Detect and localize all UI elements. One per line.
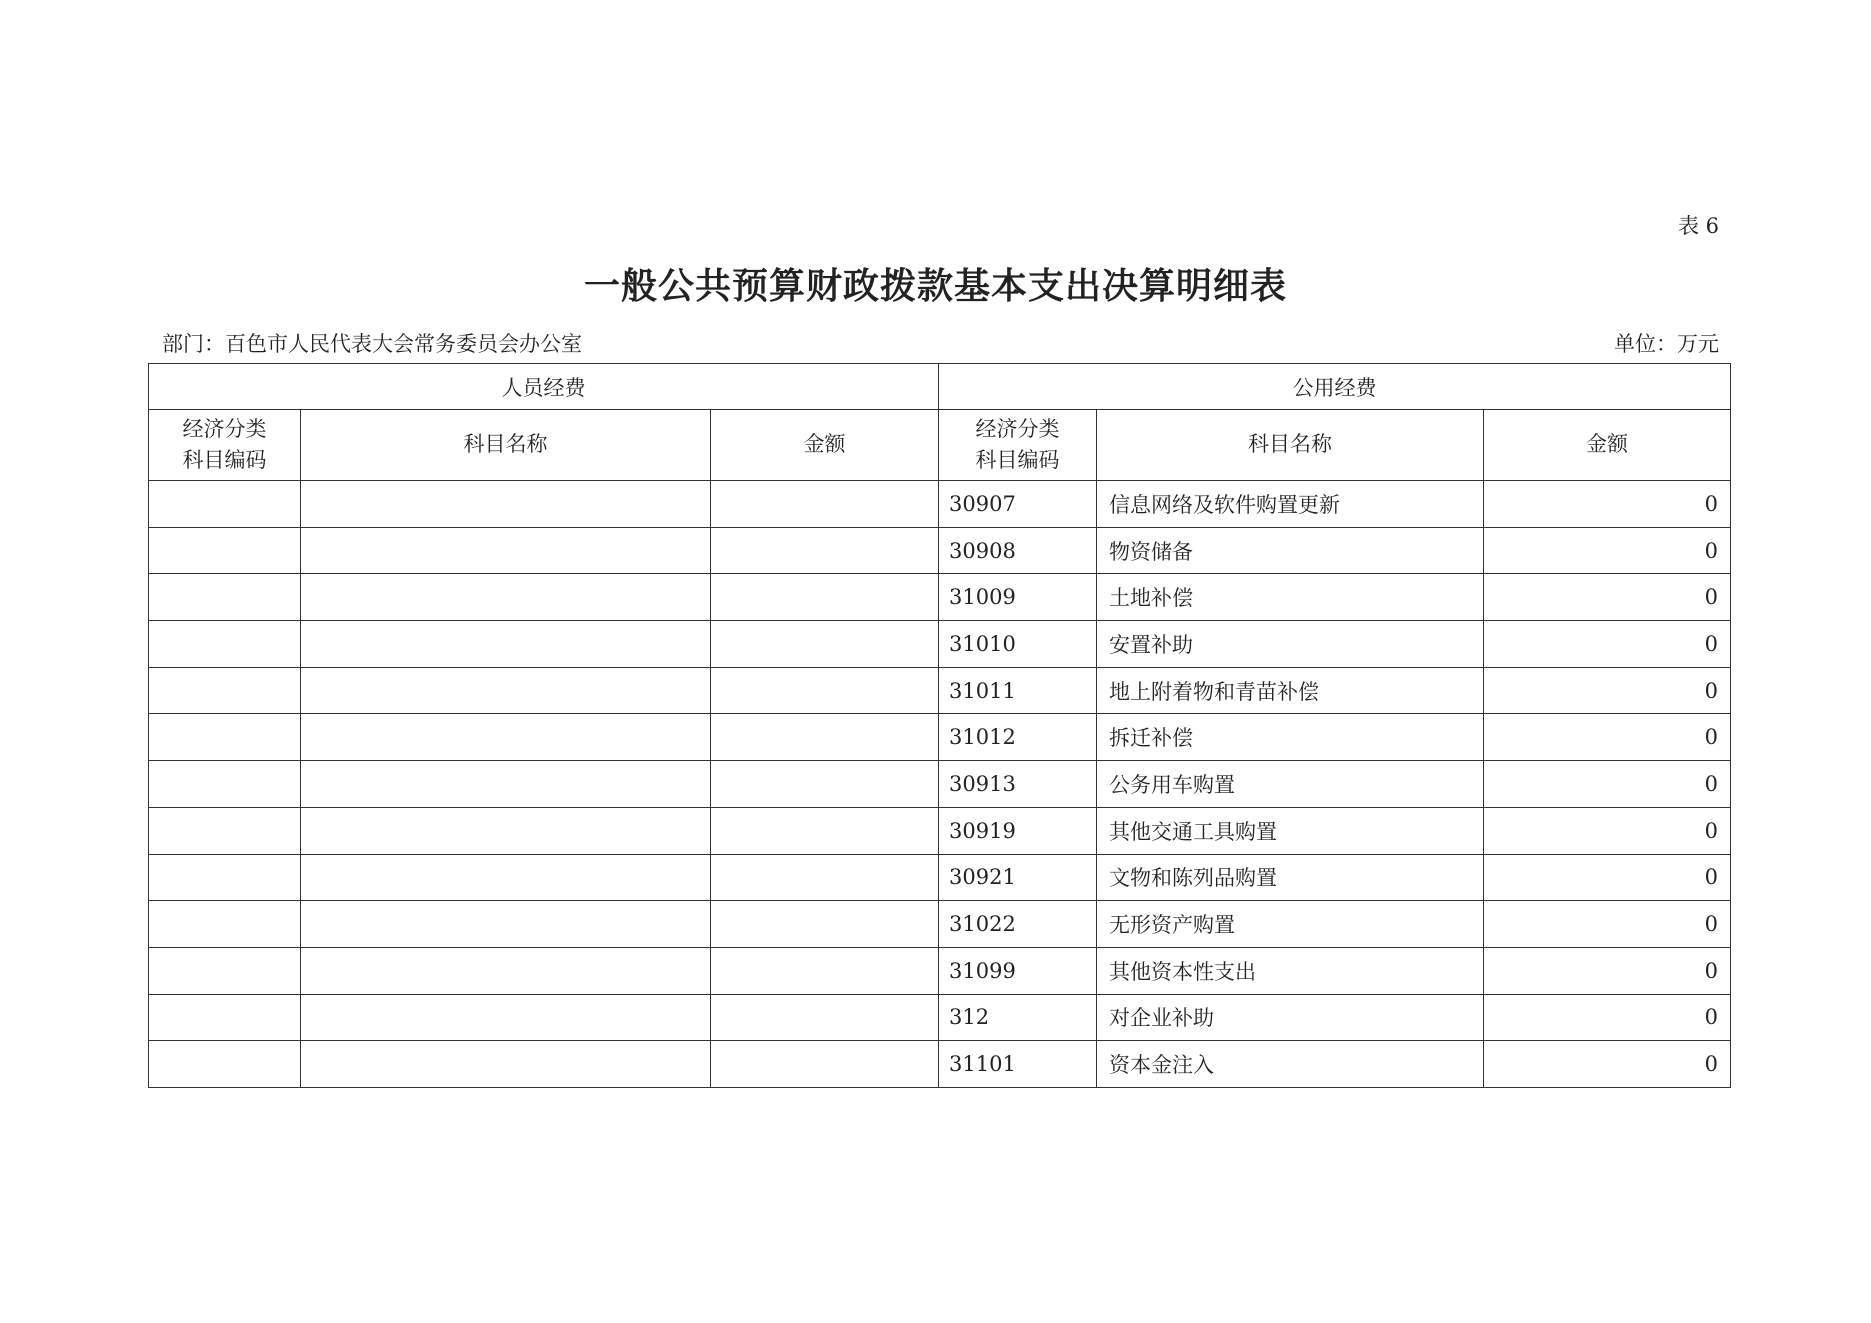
personnel-code-cell [149, 527, 301, 574]
personnel-name-cell [301, 807, 711, 854]
public-amount-cell: 0 [1484, 901, 1731, 948]
col-public-code-line2: 科目编码 [975, 448, 1060, 472]
personnel-amount-cell [711, 481, 939, 528]
table-row [149, 574, 1731, 621]
col-public-code [939, 410, 1097, 481]
personnel-code-cell [149, 714, 301, 761]
unit-label: 单位：万元 [1614, 332, 1719, 356]
personnel-code-cell [149, 994, 301, 1041]
personnel-name-cell [301, 947, 711, 994]
public-name-cell: 文物和陈列品购置 [1097, 854, 1484, 901]
personnel-amount-cell [711, 714, 939, 761]
col-public-name: 科目名称 [1097, 410, 1484, 481]
personnel-amount-cell [711, 761, 939, 808]
table-row [149, 854, 1731, 901]
public-amount-cell: 0 [1484, 807, 1731, 854]
personnel-amount-cell [711, 947, 939, 994]
personnel-amount-cell [711, 621, 939, 668]
public-amount-cell: 0 [1484, 1041, 1731, 1088]
group-header-row [149, 364, 1731, 410]
personnel-code-cell [149, 807, 301, 854]
public-name-cell: 公务用车购置 [1097, 761, 1484, 808]
group-public-header: 公用经费 [939, 364, 1731, 410]
public-name-cell: 其他交通工具购置 [1097, 807, 1484, 854]
personnel-name-cell [301, 574, 711, 621]
public-amount-cell: 0 [1484, 714, 1731, 761]
public-code-cell: 31099 [939, 947, 1097, 994]
public-amount-cell: 0 [1484, 574, 1731, 621]
personnel-name-cell [301, 854, 711, 901]
public-code-cell: 30913 [939, 761, 1097, 808]
personnel-amount-cell [711, 527, 939, 574]
table-row [149, 621, 1731, 668]
personnel-amount-cell [711, 901, 939, 948]
group-personnel-header: 人员经费 [149, 364, 939, 410]
department-label: 部门：百色市人民代表大会常务委员会办公室 [162, 332, 582, 356]
table-row [149, 994, 1731, 1041]
table-row [149, 714, 1731, 761]
public-name-cell: 土地补偿 [1097, 574, 1484, 621]
personnel-amount-cell [711, 574, 939, 621]
page-title: 一般公共预算财政拨款基本支出决算明细表 [583, 265, 1287, 307]
table-row [149, 947, 1731, 994]
table-row [149, 1041, 1731, 1088]
public-name-cell: 信息网络及软件购置更新 [1097, 481, 1484, 528]
personnel-code-cell [149, 667, 301, 714]
personnel-amount-cell [711, 854, 939, 901]
personnel-name-cell [301, 481, 711, 528]
col-personnel-code [149, 410, 301, 481]
personnel-code-cell [149, 621, 301, 668]
personnel-amount-cell [711, 1041, 939, 1088]
public-code-cell: 30919 [939, 807, 1097, 854]
public-name-cell: 地上附着物和青苗补偿 [1097, 667, 1484, 714]
personnel-name-cell [301, 994, 711, 1041]
public-name-cell: 物资储备 [1097, 527, 1484, 574]
public-code-cell: 30907 [939, 481, 1097, 528]
table-row [149, 901, 1731, 948]
personnel-name-cell [301, 527, 711, 574]
public-name-cell: 安置补助 [1097, 621, 1484, 668]
personnel-code-cell [149, 854, 301, 901]
table-row [149, 481, 1731, 528]
col-personnel-code-line2: 科目编码 [182, 448, 267, 472]
col-public-amount: 金额 [1484, 410, 1731, 481]
public-code-cell: 30908 [939, 527, 1097, 574]
table-row [149, 807, 1731, 854]
col-personnel-code-line1: 经济分类 [182, 416, 267, 441]
public-amount-cell: 0 [1484, 854, 1731, 901]
table-row [149, 527, 1731, 574]
public-code-cell: 31010 [939, 621, 1097, 668]
public-code-cell: 31012 [939, 714, 1097, 761]
personnel-name-cell [301, 901, 711, 948]
public-name-cell: 无形资产购置 [1097, 901, 1484, 948]
column-header-row [149, 410, 1731, 481]
col-public-code-line1: 经济分类 [975, 416, 1060, 441]
public-code-cell: 31101 [939, 1041, 1097, 1088]
col-personnel-amount: 金额 [711, 410, 939, 481]
personnel-name-cell [301, 1041, 711, 1088]
public-code-cell: 31022 [939, 901, 1097, 948]
table-row [149, 761, 1731, 808]
personnel-code-cell [149, 481, 301, 528]
personnel-name-cell [301, 761, 711, 808]
public-code-cell: 312 [939, 994, 1097, 1041]
personnel-code-cell [149, 947, 301, 994]
public-name-cell: 资本金注入 [1097, 1041, 1484, 1088]
public-name-cell: 对企业补助 [1097, 994, 1484, 1041]
public-amount-cell: 0 [1484, 761, 1731, 808]
personnel-code-cell [149, 1041, 301, 1088]
public-code-cell: 30921 [939, 854, 1097, 901]
public-amount-cell: 0 [1484, 667, 1731, 714]
col-personnel-name: 科目名称 [301, 410, 711, 481]
public-code-cell: 31011 [939, 667, 1097, 714]
public-code-cell: 31009 [939, 574, 1097, 621]
personnel-amount-cell [711, 667, 939, 714]
public-amount-cell: 0 [1484, 994, 1731, 1041]
expenditure-table [148, 363, 1731, 1088]
personnel-code-cell [149, 901, 301, 948]
public-name-cell: 其他资本性支出 [1097, 947, 1484, 994]
public-amount-cell: 0 [1484, 527, 1731, 574]
public-amount-cell: 0 [1484, 621, 1731, 668]
personnel-amount-cell [711, 807, 939, 854]
table-number: 表 6 [1677, 214, 1719, 238]
personnel-name-cell [301, 714, 711, 761]
personnel-name-cell [301, 667, 711, 714]
public-amount-cell: 0 [1484, 947, 1731, 994]
personnel-code-cell [149, 761, 301, 808]
personnel-amount-cell [711, 994, 939, 1041]
table-row [149, 667, 1731, 714]
personnel-code-cell [149, 574, 301, 621]
personnel-name-cell [301, 621, 711, 668]
public-amount-cell: 0 [1484, 481, 1731, 528]
public-name-cell: 拆迁补偿 [1097, 714, 1484, 761]
